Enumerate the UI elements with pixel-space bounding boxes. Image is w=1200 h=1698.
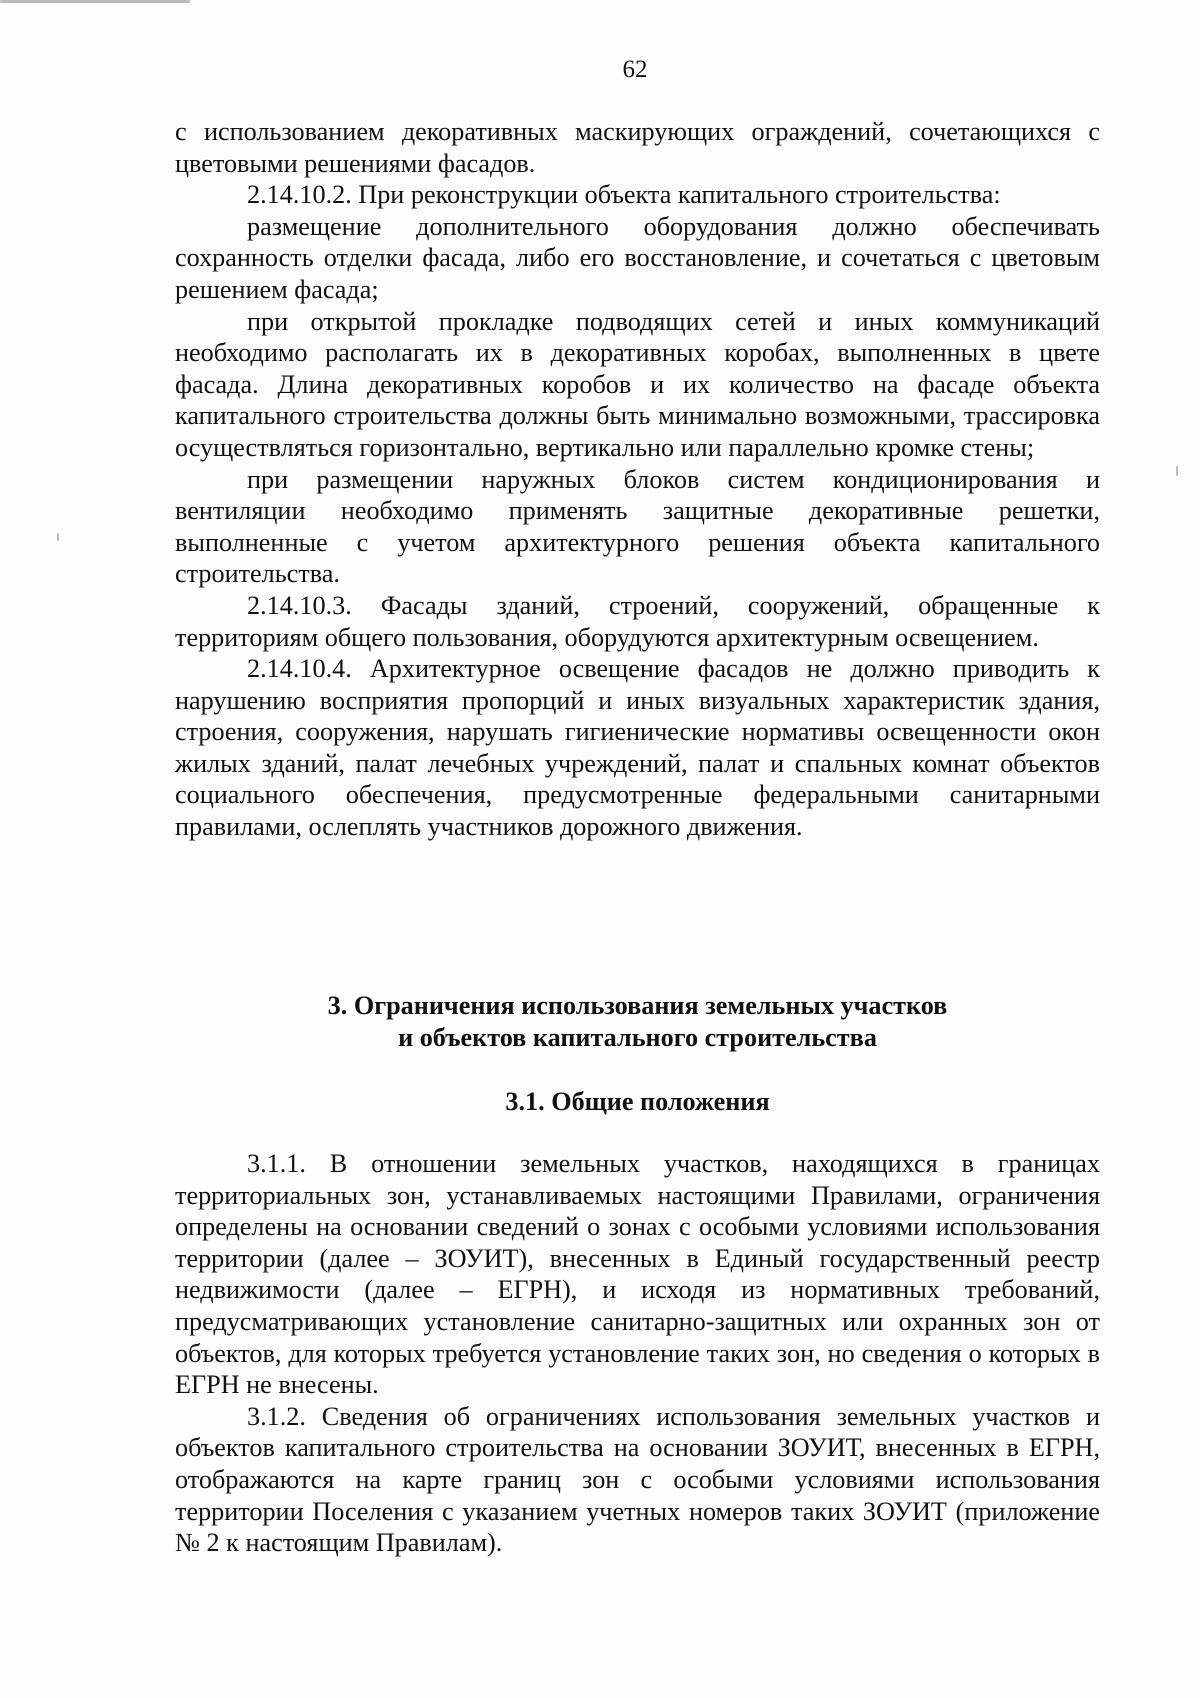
paragraph: размещение дополнительного оборудования должно обеспечивать сохранность отделки фасада, либо его восстановление, и сочетаться с цветовым решением фасада; (175, 211, 1100, 304)
paragraph: с использованием декоративных маскирующих ограждений, сочетающихся с цветовыми решениями фасадов. (175, 117, 1100, 178)
paragraph: 2.14.10.3. Фасады зданий, строений, сооружений, обращенные к территориям общего пользования, оборудуются архитектурным освещением. (175, 590, 1100, 652)
paragraph: 3.1.1. В отношении земельных участков, находящихся в границах территориальных зон, устанавливаемых настоящими Правилами, ограничения определены на основании сведений о зонах с особыми условиями использования территории (далее – ЗОУИТ), внесенных в Единый государственный реестр недвижимости (далее – ЕГРН), и исходя из нормативных требований, предусматривающих установление санитарно-защитных или охранных зон от объектов, для которых требуется установление таких зон, но сведения о которых в ЕГРН не внесены. (175, 1149, 1100, 1400)
scan-artifact (57, 533, 59, 541)
paragraph: при открытой прокладке подводящих сетей и иных коммуникаций необходимо располагать их в декоративных коробах, выполненных в цвете фасада. Длина декоративных коробов и их количество на фасаде объекта капитального строительства должны быть минимально возможными, трассировка осуществляться горизонтально, вертикально или параллельно кромке стены; (175, 306, 1100, 462)
paragraph: 2.14.10.4. Архитектурное освещение фасадов не должно приводить к нарушению восприятия пропорций и иных визуальных характеристик здания, строения, сооружения, нарушать гигиенические нормативы освещенности окон жилых зданий, палат лечебных учреждений, палат и спальных комнат объектов социального обеспечения, предусмотренные федеральными санитарными правилами, ослеплять участников дорожного движения. (175, 654, 1100, 842)
body-text-block-2 (175, 1148, 1100, 1559)
scan-artifact (1176, 466, 1178, 476)
paragraph: при размещении наружных блоков систем кондиционирования и вентиляции необходимо применять защитные декоративные решетки, выполненные с учетом архитектурного решения объекта капитального строительства. (175, 464, 1100, 589)
scan-artifact (0, 0, 190, 3)
body-text-block-1 (175, 116, 1100, 843)
section-heading (175, 990, 1100, 1054)
subsection-heading: 3.1. Общие положения (505, 1087, 770, 1116)
section-heading-line: 3. Ограничения использования земельных участков (327, 991, 948, 1020)
paragraph: 2.14.10.2. При реконструкции объекта капитального строительства: (247, 180, 1001, 210)
page-number: 62 (622, 56, 648, 83)
section-heading-line: и объектов капитального строительства (398, 1023, 877, 1052)
paragraph: 3.1.2. Сведения об ограничениях использования земельных участков и объектов капитального строительства на основании ЗОУИТ, внесенных в ЕГРН, отображаются на карте границ зон с особыми условиями использования территории Поселения с указанием учетных номеров таких ЗОУИТ (приложение № 2 к настоящим Правилам). (175, 1401, 1100, 1558)
